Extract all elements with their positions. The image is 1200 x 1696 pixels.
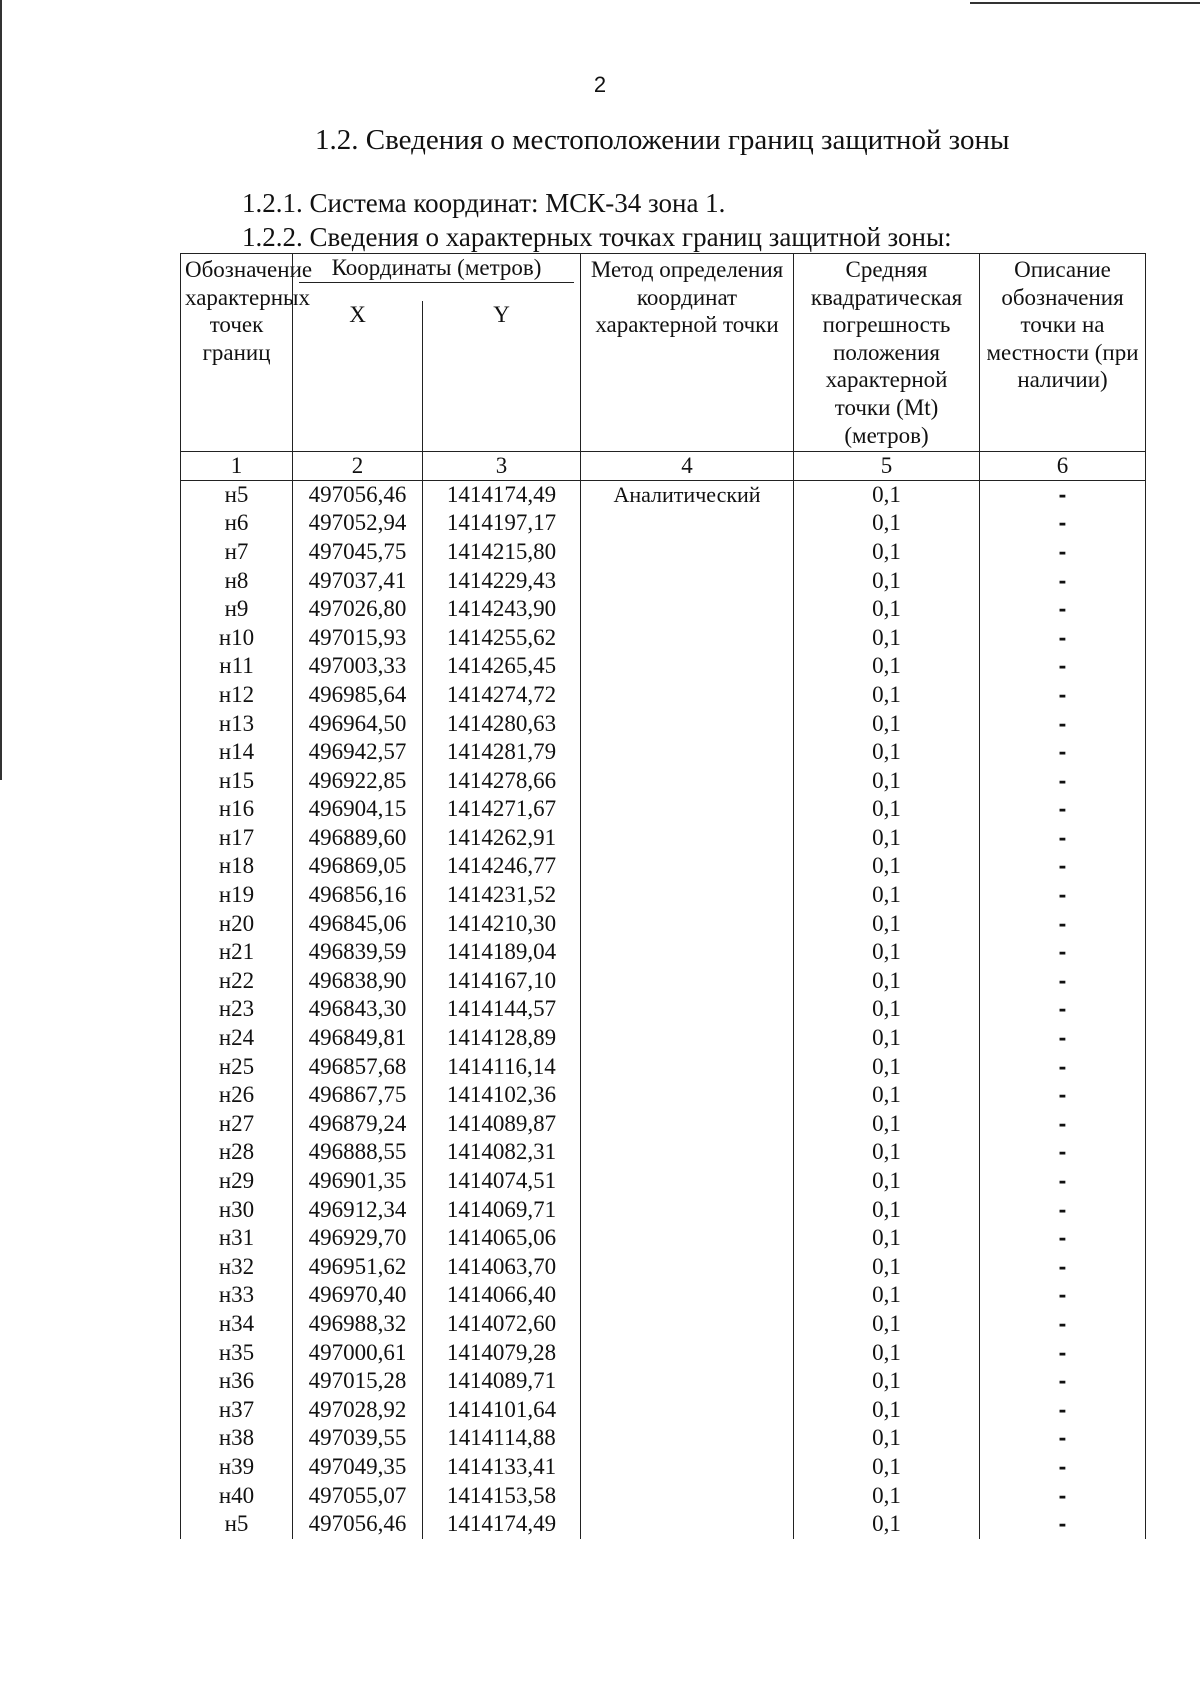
x-coordinate-cell: 496869,05 bbox=[293, 852, 423, 881]
point-id-cell: н34 bbox=[181, 1310, 293, 1339]
header-x: X bbox=[293, 301, 423, 452]
header-error: Средняя квадратическая погрешность положения характерной точки (Mt) (метров) bbox=[794, 254, 980, 452]
error-cell: 0,1 bbox=[794, 1453, 980, 1482]
y-coordinate-cell: 1414174,49 bbox=[423, 480, 581, 509]
description-cell: - bbox=[980, 595, 1146, 624]
description-cell: - bbox=[980, 1253, 1146, 1282]
error-cell: 0,1 bbox=[794, 967, 980, 996]
point-id-cell: н37 bbox=[181, 1396, 293, 1425]
point-id-cell: н6 bbox=[181, 509, 293, 538]
point-id-cell: н26 bbox=[181, 1081, 293, 1110]
boundary-points-line: 1.2.2. Сведения о характерных точках границ защитной зоны: bbox=[242, 222, 952, 252]
description-cell: - bbox=[980, 567, 1146, 596]
y-coordinate-cell: 1414174,49 bbox=[423, 1510, 581, 1539]
x-coordinate-cell: 496922,85 bbox=[293, 767, 423, 796]
description-cell: - bbox=[980, 967, 1146, 996]
point-id-cell: н40 bbox=[181, 1482, 293, 1511]
error-cell: 0,1 bbox=[794, 738, 980, 767]
point-id-cell: н29 bbox=[181, 1167, 293, 1196]
point-id-cell: н27 bbox=[181, 1110, 293, 1139]
y-coordinate-cell: 1414231,52 bbox=[423, 881, 581, 910]
header-designation: Обозначение характерных точек границ bbox=[181, 254, 293, 452]
y-coordinate-cell: 1414089,87 bbox=[423, 1110, 581, 1139]
description-cell: - bbox=[980, 1138, 1146, 1167]
error-cell: 0,1 bbox=[794, 1339, 980, 1368]
x-coordinate-cell: 496951,62 bbox=[293, 1253, 423, 1282]
y-coordinate-cell: 1414280,63 bbox=[423, 710, 581, 739]
point-id-cell: н38 bbox=[181, 1424, 293, 1453]
description-cell: - bbox=[980, 710, 1146, 739]
x-coordinate-cell: 496857,68 bbox=[293, 1053, 423, 1082]
x-coordinate-cell: 496985,64 bbox=[293, 681, 423, 710]
point-id-cell: н12 bbox=[181, 681, 293, 710]
point-id-cell: н22 bbox=[181, 967, 293, 996]
x-coordinate-cell: 496879,24 bbox=[293, 1110, 423, 1139]
x-coordinate-cell: 497056,46 bbox=[293, 1510, 423, 1539]
y-coordinate-cell: 1414082,31 bbox=[423, 1138, 581, 1167]
x-coordinate-cell: 497026,80 bbox=[293, 595, 423, 624]
x-coordinate-cell: 496942,57 bbox=[293, 738, 423, 767]
x-coordinate-cell: 496849,81 bbox=[293, 1024, 423, 1053]
error-cell: 0,1 bbox=[794, 824, 980, 853]
y-coordinate-cell: 1414102,36 bbox=[423, 1081, 581, 1110]
y-coordinate-cell: 1414101,64 bbox=[423, 1396, 581, 1425]
point-id-cell: н36 bbox=[181, 1367, 293, 1396]
y-coordinate-cell: 1414079,28 bbox=[423, 1339, 581, 1368]
description-cell: - bbox=[980, 1424, 1146, 1453]
y-coordinate-cell: 1414128,89 bbox=[423, 1024, 581, 1053]
header-method: Метод определения координат характерной точки bbox=[581, 254, 794, 452]
y-coordinate-cell: 1414069,71 bbox=[423, 1196, 581, 1225]
y-coordinate-cell: 1414133,41 bbox=[423, 1453, 581, 1482]
x-coordinate-cell: 496912,34 bbox=[293, 1196, 423, 1225]
y-coordinate-cell: 1414262,91 bbox=[423, 824, 581, 853]
description-cell: - bbox=[980, 1453, 1146, 1482]
description-cell: - bbox=[980, 1339, 1146, 1368]
error-cell: 0,1 bbox=[794, 710, 980, 739]
point-id-cell: н14 bbox=[181, 738, 293, 767]
description-cell: - bbox=[980, 1024, 1146, 1053]
x-coordinate-cell: 496843,30 bbox=[293, 995, 423, 1024]
x-coordinate-cell: 496867,75 bbox=[293, 1081, 423, 1110]
description-cell: - bbox=[980, 1224, 1146, 1253]
column-number: 4 bbox=[581, 452, 794, 481]
point-id-cell: н5 bbox=[181, 1510, 293, 1539]
description-cell: - bbox=[980, 652, 1146, 681]
x-coordinate-cell: 497056,46 bbox=[293, 480, 423, 509]
column-number: 2 bbox=[293, 452, 423, 481]
y-coordinate-cell: 1414153,58 bbox=[423, 1482, 581, 1511]
point-id-cell: н10 bbox=[181, 624, 293, 653]
table-row bbox=[181, 480, 1146, 509]
point-id-cell: н30 bbox=[181, 1196, 293, 1225]
description-cell: - bbox=[980, 852, 1146, 881]
column-number-row bbox=[181, 452, 1146, 481]
point-id-cell: н11 bbox=[181, 652, 293, 681]
coordinate-system-line: 1.2.1. Система координат: МСК-34 зона 1. bbox=[242, 188, 726, 218]
error-cell: 0,1 bbox=[794, 1196, 980, 1225]
x-coordinate-cell: 496889,60 bbox=[293, 824, 423, 853]
point-id-cell: н32 bbox=[181, 1253, 293, 1282]
x-coordinate-cell: 496964,50 bbox=[293, 710, 423, 739]
method-cell: Аналитический bbox=[581, 480, 794, 1538]
y-coordinate-cell: 1414189,04 bbox=[423, 938, 581, 967]
description-cell: - bbox=[980, 738, 1146, 767]
description-cell: - bbox=[980, 1081, 1146, 1110]
error-cell: 0,1 bbox=[794, 595, 980, 624]
y-coordinate-cell: 1414065,06 bbox=[423, 1224, 581, 1253]
point-id-cell: н7 bbox=[181, 538, 293, 567]
error-cell: 0,1 bbox=[794, 1167, 980, 1196]
y-coordinate-cell: 1414274,72 bbox=[423, 681, 581, 710]
description-cell: - bbox=[980, 1367, 1146, 1396]
error-cell: 0,1 bbox=[794, 767, 980, 796]
column-number: 6 bbox=[980, 452, 1146, 481]
error-cell: 0,1 bbox=[794, 652, 980, 681]
point-id-cell: н33 bbox=[181, 1281, 293, 1310]
error-cell: 0,1 bbox=[794, 1482, 980, 1511]
point-id-cell: н13 bbox=[181, 710, 293, 739]
error-cell: 0,1 bbox=[794, 567, 980, 596]
point-id-cell: н28 bbox=[181, 1138, 293, 1167]
point-id-cell: н23 bbox=[181, 995, 293, 1024]
error-cell: 0,1 bbox=[794, 1224, 980, 1253]
y-coordinate-cell: 1414255,62 bbox=[423, 624, 581, 653]
x-coordinate-cell: 496839,59 bbox=[293, 938, 423, 967]
error-cell: 0,1 bbox=[794, 1396, 980, 1425]
point-id-cell: н35 bbox=[181, 1339, 293, 1368]
point-id-cell: н18 bbox=[181, 852, 293, 881]
x-coordinate-cell: 497055,07 bbox=[293, 1482, 423, 1511]
error-cell: 0,1 bbox=[794, 1310, 980, 1339]
description-cell: - bbox=[980, 1396, 1146, 1425]
x-coordinate-cell: 496901,35 bbox=[293, 1167, 423, 1196]
error-cell: 0,1 bbox=[794, 938, 980, 967]
column-number: 1 bbox=[181, 452, 293, 481]
y-coordinate-cell: 1414066,40 bbox=[423, 1281, 581, 1310]
error-cell: 0,1 bbox=[794, 1053, 980, 1082]
y-coordinate-cell: 1414215,80 bbox=[423, 538, 581, 567]
error-cell: 0,1 bbox=[794, 624, 980, 653]
error-cell: 0,1 bbox=[794, 1138, 980, 1167]
column-number: 5 bbox=[794, 452, 980, 481]
x-coordinate-cell: 497039,55 bbox=[293, 1424, 423, 1453]
x-coordinate-cell: 497015,28 bbox=[293, 1367, 423, 1396]
description-cell: - bbox=[980, 624, 1146, 653]
description-cell: - bbox=[980, 681, 1146, 710]
description-cell: - bbox=[980, 538, 1146, 567]
x-coordinate-cell: 497000,61 bbox=[293, 1339, 423, 1368]
x-coordinate-cell: 497015,93 bbox=[293, 624, 423, 653]
description-cell: - bbox=[980, 795, 1146, 824]
y-coordinate-cell: 1414210,30 bbox=[423, 910, 581, 939]
x-coordinate-cell: 496904,15 bbox=[293, 795, 423, 824]
point-id-cell: н17 bbox=[181, 824, 293, 853]
description-cell: - bbox=[980, 824, 1146, 853]
description-cell: - bbox=[980, 767, 1146, 796]
x-coordinate-cell: 497037,41 bbox=[293, 567, 423, 596]
y-coordinate-cell: 1414265,45 bbox=[423, 652, 581, 681]
x-coordinate-cell: 497045,75 bbox=[293, 538, 423, 567]
x-coordinate-cell: 497028,92 bbox=[293, 1396, 423, 1425]
error-cell: 0,1 bbox=[794, 910, 980, 939]
table-header-row bbox=[181, 254, 1146, 302]
point-id-cell: н31 bbox=[181, 1224, 293, 1253]
x-coordinate-cell: 496845,06 bbox=[293, 910, 423, 939]
description-cell: - bbox=[980, 938, 1146, 967]
y-coordinate-cell: 1414116,14 bbox=[423, 1053, 581, 1082]
y-coordinate-cell: 1414281,79 bbox=[423, 738, 581, 767]
description-cell: - bbox=[980, 995, 1146, 1024]
y-coordinate-cell: 1414243,90 bbox=[423, 595, 581, 624]
point-id-cell: н8 bbox=[181, 567, 293, 596]
column-number: 3 bbox=[423, 452, 581, 481]
point-id-cell: н21 bbox=[181, 938, 293, 967]
x-coordinate-cell: 497003,33 bbox=[293, 652, 423, 681]
x-coordinate-cell: 497049,35 bbox=[293, 1453, 423, 1482]
error-cell: 0,1 bbox=[794, 1110, 980, 1139]
header-coordinates bbox=[293, 254, 581, 302]
error-cell: 0,1 bbox=[794, 852, 980, 881]
header-coordinates-label: Координаты (метров) bbox=[299, 254, 574, 283]
x-coordinate-cell: 496888,55 bbox=[293, 1138, 423, 1167]
description-cell: - bbox=[980, 1310, 1146, 1339]
y-coordinate-cell: 1414089,71 bbox=[423, 1367, 581, 1396]
point-id-cell: н15 bbox=[181, 767, 293, 796]
point-id-cell: н39 bbox=[181, 1453, 293, 1482]
x-coordinate-cell: 496929,70 bbox=[293, 1224, 423, 1253]
point-id-cell: н5 bbox=[181, 480, 293, 509]
point-id-cell: н16 bbox=[181, 795, 293, 824]
page-number: 2 bbox=[593, 72, 607, 97]
y-coordinate-cell: 1414144,57 bbox=[423, 995, 581, 1024]
y-coordinate-cell: 1414246,77 bbox=[423, 852, 581, 881]
error-cell: 0,1 bbox=[794, 509, 980, 538]
point-id-cell: н25 bbox=[181, 1053, 293, 1082]
point-id-cell: н19 bbox=[181, 881, 293, 910]
error-cell: 0,1 bbox=[794, 1510, 980, 1539]
description-cell: - bbox=[980, 910, 1146, 939]
error-cell: 0,1 bbox=[794, 1081, 980, 1110]
error-cell: 0,1 bbox=[794, 538, 980, 567]
description-cell: - bbox=[980, 480, 1146, 509]
section-heading: 1.2. Сведения о местоположении границ защитной зоны bbox=[315, 124, 1010, 156]
x-coordinate-cell: 497052,94 bbox=[293, 509, 423, 538]
description-cell: - bbox=[980, 1196, 1146, 1225]
y-coordinate-cell: 1414167,10 bbox=[423, 967, 581, 996]
description-cell: - bbox=[980, 881, 1146, 910]
header-y: Y bbox=[423, 301, 581, 452]
y-coordinate-cell: 1414278,66 bbox=[423, 767, 581, 796]
x-coordinate-cell: 496856,16 bbox=[293, 881, 423, 910]
error-cell: 0,1 bbox=[794, 1281, 980, 1310]
y-coordinate-cell: 1414271,67 bbox=[423, 795, 581, 824]
point-id-cell: н24 bbox=[181, 1024, 293, 1053]
scan-edge-top bbox=[970, 2, 1200, 4]
y-coordinate-cell: 1414229,43 bbox=[423, 567, 581, 596]
description-cell: - bbox=[980, 1053, 1146, 1082]
error-cell: 0,1 bbox=[794, 1424, 980, 1453]
x-coordinate-cell: 496838,90 bbox=[293, 967, 423, 996]
description-cell: - bbox=[980, 1482, 1146, 1511]
error-cell: 0,1 bbox=[794, 995, 980, 1024]
x-coordinate-cell: 496970,40 bbox=[293, 1281, 423, 1310]
error-cell: 0,1 bbox=[794, 681, 980, 710]
description-cell: - bbox=[980, 509, 1146, 538]
description-cell: - bbox=[980, 1510, 1146, 1539]
point-id-cell: н20 bbox=[181, 910, 293, 939]
y-coordinate-cell: 1414074,51 bbox=[423, 1167, 581, 1196]
boundary-points-table bbox=[180, 253, 1146, 1539]
scan-edge-left bbox=[0, 0, 2, 780]
point-id-cell: н9 bbox=[181, 595, 293, 624]
table-body bbox=[181, 480, 1146, 1538]
description-cell: - bbox=[980, 1110, 1146, 1139]
y-coordinate-cell: 1414063,70 bbox=[423, 1253, 581, 1282]
y-coordinate-cell: 1414114,88 bbox=[423, 1424, 581, 1453]
x-coordinate-cell: 496988,32 bbox=[293, 1310, 423, 1339]
description-cell: - bbox=[980, 1167, 1146, 1196]
y-coordinate-cell: 1414197,17 bbox=[423, 509, 581, 538]
error-cell: 0,1 bbox=[794, 881, 980, 910]
y-coordinate-cell: 1414072,60 bbox=[423, 1310, 581, 1339]
error-cell: 0,1 bbox=[794, 1253, 980, 1282]
header-description: Описание обозначения точки на местности (при наличии) bbox=[980, 254, 1146, 452]
description-cell: - bbox=[980, 1281, 1146, 1310]
error-cell: 0,1 bbox=[794, 480, 980, 509]
error-cell: 0,1 bbox=[794, 1367, 980, 1396]
error-cell: 0,1 bbox=[794, 795, 980, 824]
error-cell: 0,1 bbox=[794, 1024, 980, 1053]
